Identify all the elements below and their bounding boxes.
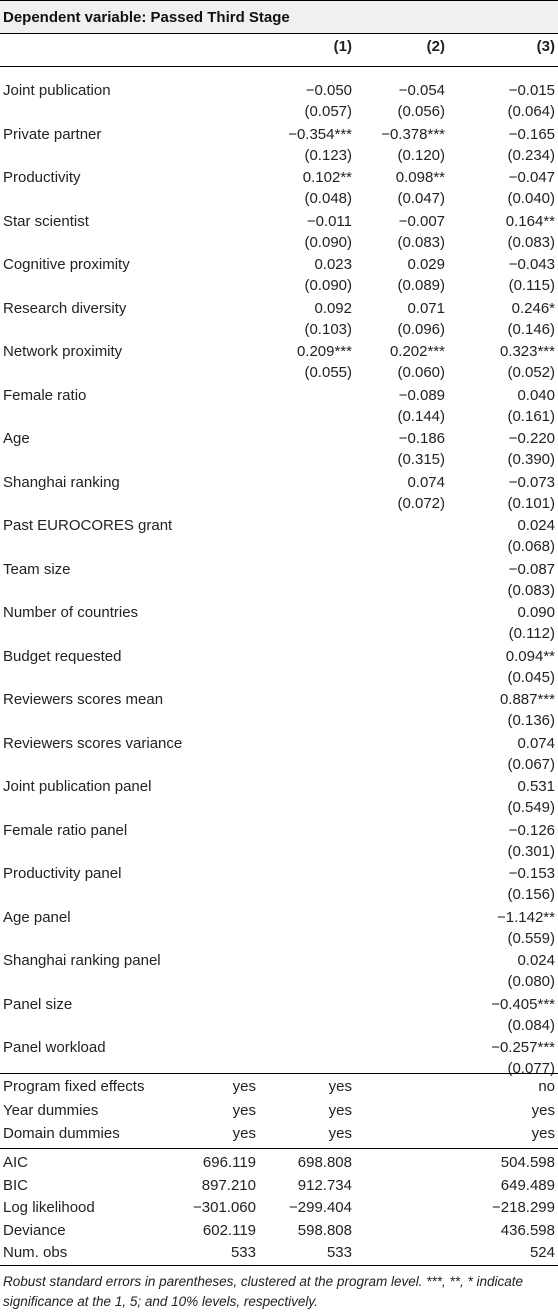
statistic-row-col-a: 602.119 (202, 1221, 256, 1239)
coefficient-row (0, 602, 558, 624)
estimate-col-3: −0.073 (508, 473, 555, 491)
statistic-row-col-a: 696.119 (202, 1154, 256, 1171)
estimate-col-3: −0.405*** (491, 995, 555, 1013)
std-error-col-3: (0.084) (507, 1016, 555, 1034)
variable-label: Joint publication panel (3, 778, 152, 795)
coefficient-row (0, 385, 558, 407)
control-row-col-d: no (538, 1078, 555, 1095)
coefficient-row (0, 298, 558, 320)
estimate-col-3: −0.015 (508, 82, 555, 99)
std-error-col-1: (0.048) (304, 190, 352, 207)
std-error-col-3: (0.301) (507, 842, 555, 860)
std-error-col-1: (0.123) (304, 146, 352, 164)
controls-rule (0, 1073, 558, 1074)
estimate-col-1: 0.209*** (296, 343, 352, 360)
statistic-row (0, 1175, 558, 1197)
std-error-row (0, 580, 558, 602)
variable-label: Reviewers scores mean (3, 691, 164, 708)
statistic-row-col-a: −301.060 (193, 1199, 256, 1216)
statistic-row-col-d: 504.598 (500, 1154, 555, 1171)
column-header-1: (1) (333, 38, 352, 55)
std-error-col-2: (0.056) (397, 103, 445, 120)
estimate-col-3: 0.531 (517, 778, 555, 795)
variable-label: Private partner (3, 125, 102, 143)
estimate-col-1: 0.092 (314, 299, 352, 317)
std-error-row (0, 319, 558, 341)
variable-label: Shanghai ranking (3, 473, 120, 491)
std-error-col-3: (0.080) (507, 973, 555, 990)
variable-label: Reviewers scores variance (3, 734, 183, 752)
estimate-col-3: −0.220 (508, 430, 555, 447)
variable-label: Productivity panel (3, 865, 122, 882)
std-error-col-3: (0.064) (507, 103, 555, 120)
statistic-row-label: Deviance (3, 1221, 66, 1239)
std-error-col-2: (0.315) (397, 451, 445, 468)
control-row-col-b: yes (328, 1101, 352, 1119)
std-error-col-2: (0.096) (397, 320, 445, 338)
std-error-row (0, 710, 558, 732)
coefficient-row (0, 950, 558, 972)
estimate-col-1: 0.102** (302, 169, 352, 186)
std-error-row (0, 884, 558, 906)
variable-label: Network proximity (3, 343, 123, 360)
control-row (0, 1123, 558, 1145)
variable-label: Shanghai ranking panel (3, 952, 161, 969)
control-row-col-a: yes (232, 1078, 256, 1095)
coefficient-row (0, 559, 558, 581)
coefficient-row (0, 820, 558, 842)
control-row-col-b: yes (328, 1078, 352, 1095)
std-error-row (0, 493, 558, 515)
statistic-row-col-b: 533 (326, 1244, 352, 1261)
estimate-col-1: −0.011 (306, 212, 352, 230)
variable-label: Number of countries (3, 604, 139, 621)
statistic-row-label: AIC (3, 1154, 29, 1171)
variable-label: Budget requested (3, 647, 122, 665)
std-error-col-2: (0.083) (397, 233, 445, 251)
estimate-col-2: 0.074 (407, 473, 445, 491)
std-error-row (0, 928, 558, 950)
std-error-col-3: (0.045) (507, 668, 555, 686)
std-error-row (0, 971, 558, 993)
estimate-col-1: −0.050 (305, 82, 352, 99)
coefficient-row (0, 733, 558, 755)
coefficient-row (0, 646, 558, 668)
variable-label: Age (3, 430, 30, 447)
coefficient-row (0, 80, 558, 102)
bottom-rule (0, 1265, 558, 1266)
std-error-col-3: (0.136) (507, 712, 555, 729)
std-error-col-3: (0.068) (507, 538, 555, 555)
coefficient-row (0, 254, 558, 276)
std-error-row (0, 623, 558, 645)
estimate-col-3: 0.887*** (499, 691, 555, 708)
std-error-row (0, 667, 558, 689)
statistic-row-col-d: 649.489 (500, 1176, 555, 1194)
estimate-col-3: 0.024 (517, 517, 555, 534)
control-row (0, 1076, 558, 1098)
variable-label: Female ratio panel (3, 821, 128, 839)
std-error-col-2: (0.047) (397, 190, 445, 207)
variable-label: Age panel (3, 908, 71, 926)
statistic-row-col-b: 912.734 (297, 1176, 352, 1194)
header-rule (0, 66, 558, 67)
coefficient-row (0, 515, 558, 537)
std-error-row (0, 188, 558, 210)
coefficient-row (0, 167, 558, 189)
estimate-col-3: −0.257*** (491, 1039, 555, 1056)
std-error-col-3: (0.146) (507, 320, 555, 338)
estimate-col-2: −0.007 (398, 212, 445, 230)
statistic-row-col-d: 436.598 (500, 1221, 555, 1239)
std-error-col-2: (0.120) (397, 146, 445, 164)
std-error-row (0, 406, 558, 428)
coefficient-row (0, 211, 558, 233)
coefficient-row (0, 124, 558, 146)
variable-label: Past EUROCORES grant (3, 517, 173, 534)
coefficient-row (0, 776, 558, 798)
column-header-row (0, 36, 558, 58)
stats-rule (0, 1148, 558, 1149)
estimate-col-3: −0.043 (508, 256, 555, 273)
coefficient-row (0, 907, 558, 929)
std-error-row (0, 1015, 558, 1037)
statistic-row-label: Num. obs (3, 1244, 68, 1261)
std-error-col-3: (0.559) (507, 929, 555, 947)
std-error-row (0, 449, 558, 471)
estimate-col-2: −0.054 (398, 82, 445, 99)
variable-label: Research diversity (3, 299, 127, 317)
std-error-col-3: (0.549) (507, 799, 555, 816)
statistic-row (0, 1242, 558, 1264)
control-row-label: Program fixed effects (3, 1078, 145, 1095)
statistic-row-col-d: −218.299 (492, 1199, 555, 1216)
std-error-col-3: (0.040) (507, 190, 555, 207)
std-error-col-3: (0.112) (508, 625, 555, 642)
variable-label: Team size (3, 560, 71, 578)
estimate-col-3: 0.040 (517, 386, 555, 404)
std-error-row (0, 841, 558, 863)
estimate-col-2: −0.378*** (381, 125, 445, 143)
std-error-col-3: (0.083) (507, 581, 555, 599)
estimate-col-2: 0.202*** (389, 343, 445, 360)
coefficient-row (0, 689, 558, 711)
std-error-col-2: (0.072) (397, 494, 445, 512)
control-row-col-a: yes (232, 1101, 256, 1119)
std-error-col-3: (0.234) (507, 146, 555, 164)
variable-label: Joint publication (3, 82, 111, 99)
estimate-col-2: 0.071 (407, 299, 445, 317)
coefficient-row (0, 472, 558, 494)
statistic-row (0, 1220, 558, 1242)
column-header-3: (3) (536, 38, 555, 55)
std-error-col-2: (0.089) (397, 277, 445, 294)
statistic-row (0, 1197, 558, 1219)
std-error-col-3: (0.077) (507, 1060, 555, 1077)
statistic-row-col-b: 698.808 (297, 1154, 352, 1171)
std-error-row (0, 797, 558, 819)
std-error-row (0, 275, 558, 297)
std-error-row (0, 232, 558, 254)
statistic-row-label: Log likelihood (3, 1199, 95, 1216)
coefficient-row (0, 1037, 558, 1059)
std-error-col-1: (0.057) (304, 103, 352, 120)
control-row-col-b: yes (328, 1125, 352, 1142)
table-footnote: Robust standard errors in parentheses, clustered at the program level. ***, **, * indicate significance at the 1, 5; and 10% levels, respectively. (3, 1274, 524, 1309)
statistic-row (0, 1152, 558, 1174)
variable-label: Cognitive proximity (3, 256, 130, 273)
variable-label: Star scientist (3, 212, 89, 230)
std-error-col-3: (0.156) (507, 886, 555, 903)
statistic-row-col-d: 524 (529, 1244, 555, 1261)
column-header-2: (2) (426, 38, 445, 55)
estimate-col-3: 0.090 (517, 604, 555, 621)
estimate-col-3: 0.074 (517, 734, 555, 752)
std-error-col-3: (0.115) (508, 277, 555, 294)
control-row-label: Year dummies (3, 1101, 99, 1119)
estimate-col-2: 0.098** (395, 169, 445, 186)
coefficient-row (0, 428, 558, 450)
coefficient-row (0, 994, 558, 1016)
std-error-col-3: (0.390) (507, 451, 555, 468)
std-error-col-3: (0.161) (507, 407, 555, 425)
table-title-bar (0, 0, 558, 34)
estimate-col-2: 0.029 (407, 256, 445, 273)
estimate-col-3: −0.165 (508, 125, 555, 143)
statistic-row-col-a: 897.210 (201, 1176, 256, 1194)
estimate-col-3: −1.142** (497, 908, 555, 926)
std-error-row (0, 536, 558, 558)
std-error-col-2: (0.144) (397, 407, 445, 425)
std-error-col-3: (0.052) (507, 364, 555, 381)
estimate-col-3: 0.164** (505, 212, 555, 230)
std-error-col-1: (0.055) (304, 364, 352, 381)
std-error-row (0, 362, 558, 384)
std-error-row (0, 754, 558, 776)
estimate-col-3: −0.153 (508, 865, 555, 882)
control-row-col-a: yes (232, 1125, 256, 1142)
estimate-col-3: −0.047 (508, 169, 555, 186)
estimate-col-3: 0.323*** (499, 343, 555, 360)
table-title: Dependent variable: Passed Third Stage (3, 9, 290, 26)
estimate-col-1: −0.354*** (288, 125, 352, 143)
variable-label: Panel size (3, 995, 73, 1013)
estimate-col-3: 0.024 (517, 952, 555, 969)
control-row-col-d: yes (531, 1101, 555, 1119)
statistic-row-label: BIC (3, 1176, 29, 1194)
coefficient-row (0, 863, 558, 885)
coefficient-row (0, 341, 558, 363)
statistic-row-col-b: 598.808 (297, 1221, 352, 1239)
std-error-col-3: (0.101) (507, 494, 555, 512)
estimate-col-1: 0.023 (314, 256, 352, 273)
estimate-col-3: 0.246* (511, 299, 555, 317)
variable-label: Panel workload (3, 1039, 106, 1056)
control-row (0, 1100, 558, 1122)
estimate-col-3: −0.087 (508, 560, 555, 578)
statistic-row-col-a: 533 (230, 1244, 256, 1261)
statistic-row-col-b: −299.404 (289, 1199, 352, 1216)
std-error-row (0, 101, 558, 123)
control-row-col-d: yes (531, 1125, 555, 1142)
control-row-label: Domain dummies (3, 1125, 120, 1142)
std-error-col-1: (0.103) (304, 320, 352, 338)
std-error-col-1: (0.090) (304, 277, 352, 294)
variable-label: Productivity (3, 169, 81, 186)
estimate-col-3: 0.094** (505, 647, 555, 665)
std-error-col-1: (0.090) (304, 233, 352, 251)
std-error-col-3: (0.067) (507, 755, 555, 773)
estimate-col-3: −0.126 (508, 821, 555, 839)
variable-label: Female ratio (3, 386, 87, 404)
estimate-col-2: −0.089 (398, 386, 445, 404)
std-error-row (0, 145, 558, 167)
estimate-col-2: −0.186 (398, 430, 445, 447)
std-error-col-2: (0.060) (397, 364, 445, 381)
std-error-col-3: (0.083) (507, 233, 555, 251)
